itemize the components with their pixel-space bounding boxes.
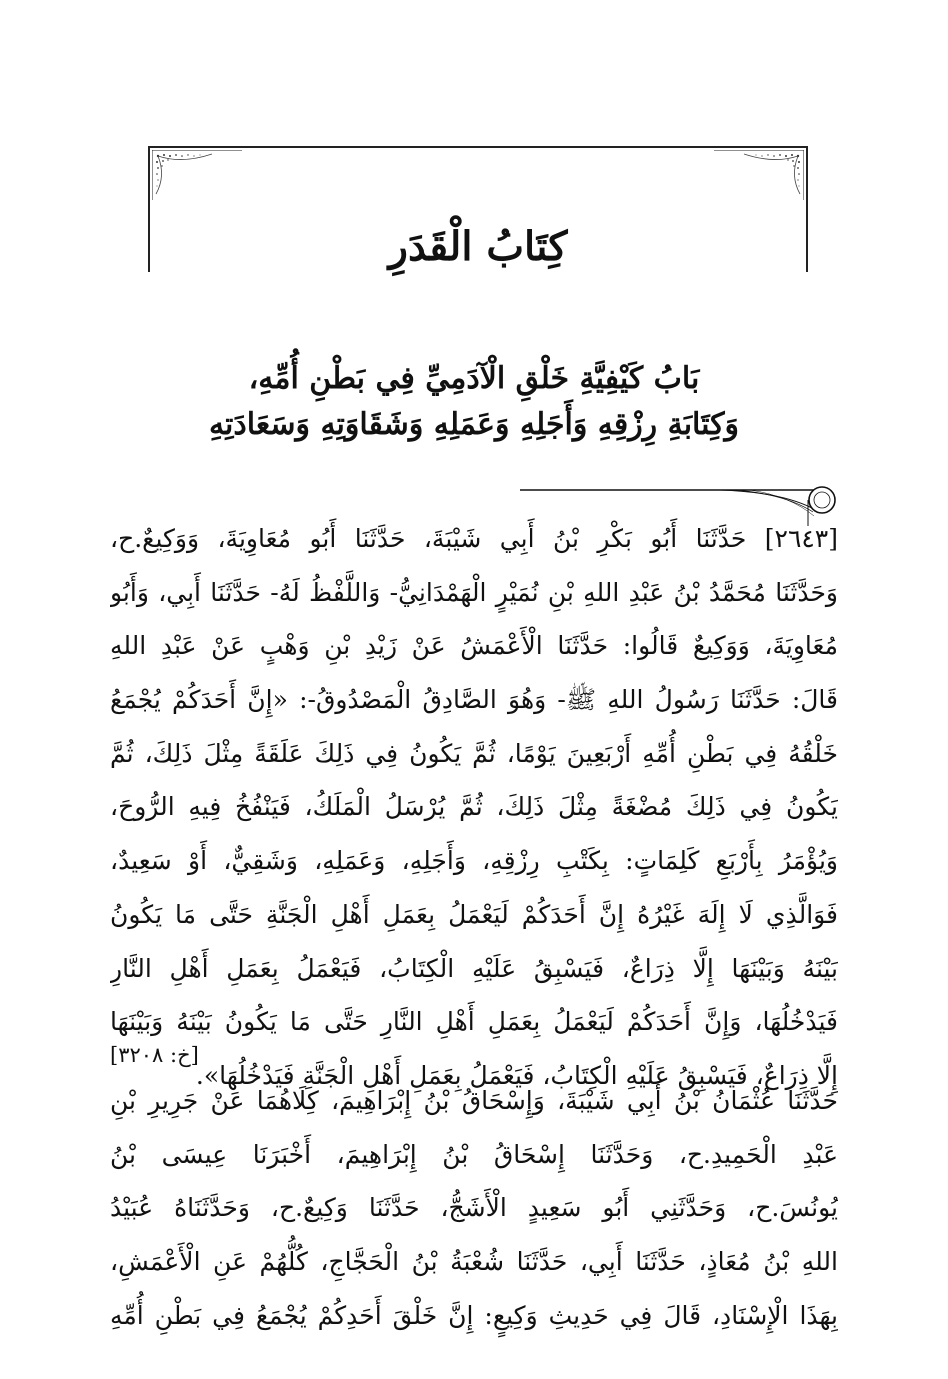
hadith-line: وَحَدَّثَنَا مُحَمَّدُ بْنُ عَبْدِ اللهِ بْنِ نُمَيْرٍ الْهَمْدَانِيُّ- وَاللَّفْظُ لَهُ- حَدَّثَنَا أَبِي، وَأَبُو bbox=[110, 577, 838, 607]
hadith-line: يَكُونُ فِي ذَلِكَ مُضْغَةً مِثْلَ ذَلِكَ، ثُمَّ يُرْسَلُ الْمَلَكُ، فَيَنْفُخُ فِيهِ الرُّوحَ، bbox=[110, 792, 838, 822]
hadith-line: وَيُؤْمَرُ بِأَرْبَعِ كَلِمَاتٍ: بِكَتْبِ رِزْقِهِ، وَأَجَلِهِ، وَعَمَلِهِ، وَشَقِيٌّ، أَوْ سَعِيدٌ، bbox=[110, 846, 838, 876]
paragraph-line: حَدَّثَنَا عُثْمَانُ بْنُ أَبِي شَيْبَةَ، وَإِسْحَاقُ بْنُ إِبْرَاهِيمَ، كِلَاهُمَا عَنْ جَرِيرِ بْنِ bbox=[110, 1086, 838, 1115]
chapter-title-line-2: وَكِتَابَةِ رِزْقِهِ وَأَجَلِهِ وَعَمَلِهِ وَشَقَاوَتِهِ وَسَعَادَتِهِ bbox=[208, 407, 740, 442]
corner-ornament-right-icon bbox=[714, 150, 804, 200]
paragraph-line: يُونُسَ.ح، وَحَدَّثَنِي أَبُو سَعِيدٍ الْأَشَجُّ، حَدَّثَنَا وَكِيعٌ.ح، وَحَدَّثَنَاهُ عُبَيْدُ bbox=[110, 1193, 838, 1223]
hadith-line: بَيْنَهُ وَبَيْنَهَا إِلَّا ذِرَاعٌ، فَيَسْبِقُ عَلَيْهِ الْكِتَابُ، فَيَعْمَلُ بِعَمَلِ أَهْلِ النَّارِ bbox=[110, 953, 838, 983]
hadith-text bbox=[110, 512, 838, 1103]
second-paragraph bbox=[110, 1074, 838, 1342]
hadith-line: [٢٦٤٣] حَدَّثَنَا أَبُو بَكْرِ بْنُ أَبِي شَيْبَةَ، حَدَّثَنَا أَبُو مُعَاوِيَةَ، وَوَكِيعٌ.ح، bbox=[110, 524, 838, 553]
corner-ornament-left-icon bbox=[152, 150, 242, 200]
hadith-line: فَوَالَّذِي لَا إِلَهَ غَيْرُهُ إِنَّ أَحَدَكُمْ لَيَعْمَلُ بِعَمَلِ أَهْلِ الْجَنَّةِ حَتَّى مَا يَكُونُ bbox=[110, 899, 838, 929]
hadith-line: إِلَّا ذِرَاعٌ، فَيَسْبِقُ عَلَيْهِ الْكِتَابُ، فَيَعْمَلُ بِعَمَلِ أَهْلِ الْجَنَّةِ فَيَدْخُلُهَا». bbox=[195, 1060, 838, 1090]
hadith-line: خَلْقُهُ فِي بَطْنِ أُمِّهِ أَرْبَعِينَ يَوْمًا، ثُمَّ يَكُونُ فِي ذَلِكَ عَلَقَةً مِثْلَ ذَلِكَ، ثُمَّ bbox=[110, 738, 838, 768]
hadith-line: فَيَدْخُلُهَا، وَإِنَّ أَحَدَكُمْ لَيَعْمَلُ بِعَمَلِ أَهْلِ النَّارِ حَتَّى مَا يَكُونُ بَيْنَهُ وَبَيْنَهَا bbox=[110, 1007, 838, 1037]
hadith-line: مُعَاوِيَةَ، وَوَكِيعٌ قَالُوا: حَدَّثَنَا الْأَعْمَشُ عَنْ زَيْدِ بْنِ وَهْبٍ عَنْ عَبْدِ اللهِ bbox=[110, 631, 838, 661]
chapter-title bbox=[110, 356, 838, 448]
hadith-reference: [خ: ٣٢٠٨] bbox=[110, 1043, 199, 1067]
paragraph-line: عَبْدِ الْحَمِيدِ.ح، وَحَدَّثَنَا إِسْحَاقُ بْنُ إِبْرَاهِيمَ، أَخْبَرَنَا عِيسَى بْنُ bbox=[110, 1139, 838, 1169]
chapter-title-line-1: بَابُ كَيْفِيَّةِ خَلْقِ الْآدَمِيِّ فِي بَطْنِ أُمِّهِ، bbox=[248, 361, 700, 396]
hadith-line: قَالَ: حَدَّثَنَا رَسُولُ اللهِ ﷺ- وَهُوَ الصَّادِقُ الْمَصْدُوقُ-: «إِنَّ أَحَدَكُمْ يُجْمَعُ bbox=[110, 685, 838, 715]
paragraph-line: اللهِ بْنُ مُعَاذٍ، حَدَّثَنَا أَبِي، حَدَّثَنَا شُعْبَةُ بْنُ الْحَجَّاجِ، كُلُّهُمْ عَنِ الْأَعْمَشِ، bbox=[110, 1247, 838, 1277]
book-title: كِتَابُ الْقَدَرِ bbox=[388, 223, 568, 270]
paragraph-line: بِهَذَا الْإِسْنَادِ، قَالَ فِي حَدِيثِ وَكِيعٍ: إِنَّ خَلْقَ أَحَدِكُمْ يُجْمَعُ فِي بَطْنِ أُمِّهِ bbox=[110, 1300, 838, 1330]
